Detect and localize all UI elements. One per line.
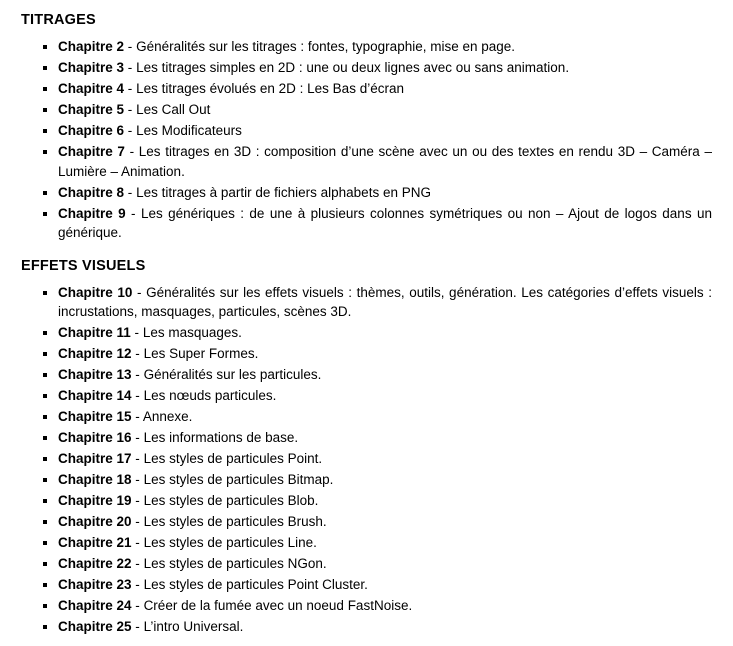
separator: - <box>135 577 140 592</box>
chapter-list-effets-visuels <box>21 283 712 637</box>
bullet-square-icon <box>43 394 47 398</box>
separator: - <box>135 598 140 613</box>
chapter-label: Chapitre 8 <box>58 184 125 200</box>
chapter-list-titrages <box>21 37 712 243</box>
chapter-label: Chapitre 15 <box>58 409 132 424</box>
toc-item-chapitre-6 <box>21 121 712 141</box>
separator: - <box>135 535 140 550</box>
separator: - <box>135 451 140 466</box>
bullet-square-icon <box>43 436 47 440</box>
chapter-description: Annexe. <box>142 409 193 424</box>
toc-item-chapitre-22 <box>21 554 712 574</box>
toc-item-chapitre-20 <box>21 512 712 532</box>
chapter-label: Chapitre 16 <box>58 430 132 445</box>
bullet-square-icon <box>43 373 47 377</box>
separator: - <box>135 388 140 403</box>
chapter-label: Chapitre 12 <box>58 346 132 361</box>
toc-item-chapitre-11 <box>21 323 712 343</box>
chapter-description: Les styles de particules Brush. <box>143 514 327 529</box>
chapter-label: Chapitre 9 <box>58 205 126 221</box>
section-effets-visuels <box>21 258 712 637</box>
toc-item-chapitre-7 <box>21 142 712 181</box>
toc-item-chapitre-8 <box>21 183 712 203</box>
bullet-square-icon <box>43 478 47 482</box>
bullet-square-icon <box>43 87 47 91</box>
chapter-label: Chapitre 7 <box>58 144 125 159</box>
bullet-square-icon <box>43 129 47 133</box>
separator: - <box>127 60 133 75</box>
separator: - <box>135 430 140 445</box>
separator: - <box>137 284 142 300</box>
chapter-label: Chapitre 24 <box>58 598 132 613</box>
section-title-effets-visuels: EFFETS VISUELS <box>21 257 146 274</box>
toc-item-chapitre-17 <box>21 449 712 469</box>
chapter-description: Les styles de particules Point. <box>143 451 323 466</box>
chapter-description: Les informations de base. <box>143 430 299 445</box>
section-title-titrages: TITRAGES <box>21 12 96 28</box>
bullet-square-icon <box>43 191 47 195</box>
toc-item-chapitre-5 <box>21 100 712 120</box>
separator: - <box>135 619 140 634</box>
toc-item-chapitre-4 <box>21 79 712 99</box>
bullet-square-icon <box>43 415 47 419</box>
separator: - <box>127 184 133 200</box>
toc-item-chapitre-18 <box>21 470 712 490</box>
toc-item-chapitre-2 <box>21 37 712 57</box>
toc-item-chapitre-9 <box>21 204 712 243</box>
chapter-label: Chapitre 19 <box>58 493 132 508</box>
chapter-description: Les styles de particules NGon. <box>143 556 327 571</box>
chapter-description: Les styles de particules Bitmap. <box>143 472 334 487</box>
chapter-description: Les titrages évolués en 2D : Les Bas d’écran <box>136 81 404 96</box>
separator: - <box>135 493 140 508</box>
toc-item-chapitre-19 <box>21 491 712 511</box>
chapter-description: Créer de la fumée avec un noeud FastNoise. <box>143 598 413 613</box>
bullet-square-icon <box>43 212 47 216</box>
chapter-description: Les nœuds particules. <box>143 388 277 403</box>
chapter-label: Chapitre 4 <box>58 81 125 96</box>
toc-item-chapitre-13 <box>21 365 712 385</box>
separator: - <box>135 367 140 382</box>
chapter-label: Chapitre 21 <box>58 535 132 550</box>
bullet-square-icon <box>43 108 47 112</box>
chapter-label: Chapitre 13 <box>58 367 132 382</box>
separator: - <box>127 102 133 117</box>
chapter-description: Les titrages à partir de fichiers alphabets en PNG <box>136 184 431 200</box>
bullet-square-icon <box>43 150 47 154</box>
separator: - <box>127 39 133 54</box>
separator: - <box>129 144 135 159</box>
separator: - <box>135 409 140 424</box>
chapter-label: Chapitre 25 <box>58 619 132 634</box>
chapter-label: Chapitre 20 <box>58 514 132 529</box>
toc-item-chapitre-23 <box>21 575 712 595</box>
bullet-square-icon <box>43 66 47 70</box>
separator: - <box>134 325 140 340</box>
bullet-square-icon <box>43 541 47 545</box>
chapter-description: Les Call Out <box>136 102 211 117</box>
chapter-label: Chapitre 5 <box>58 102 125 117</box>
bullet-square-icon <box>43 520 47 524</box>
chapter-label: Chapitre 3 <box>58 60 125 75</box>
section-titrages <box>21 12 712 243</box>
toc-item-chapitre-15 <box>21 407 712 427</box>
chapter-description: Les Super Formes. <box>143 346 259 361</box>
chapter-description: Les titrages simples en 2D : une ou deux lignes avec ou sans animation. <box>136 60 570 75</box>
toc-item-chapitre-12 <box>21 344 712 364</box>
toc-item-chapitre-21 <box>21 533 712 553</box>
separator: - <box>135 472 140 487</box>
chapter-label: Chapitre 14 <box>58 388 132 403</box>
chapter-description: Les styles de particules Blob. <box>143 493 319 508</box>
chapter-description: Les masquages. <box>142 325 242 340</box>
chapter-label: Chapitre 2 <box>58 39 125 54</box>
chapter-description: Les titrages en 3D : composition d’une scène avec un ou des textes en rendu 3D – Caméra – Lumière – Animation. <box>58 144 712 179</box>
bullet-square-icon <box>43 625 47 629</box>
chapter-label: Chapitre 18 <box>58 472 132 487</box>
separator: - <box>135 556 140 571</box>
separator: - <box>127 123 133 138</box>
chapter-label: Chapitre 6 <box>58 123 125 138</box>
chapter-label: Chapitre 23 <box>58 577 132 592</box>
toc-item-chapitre-24 <box>21 596 712 616</box>
chapter-description: Les Modificateurs <box>136 123 242 138</box>
toc-item-chapitre-10 <box>21 283 712 322</box>
chapter-label: Chapitre 10 <box>58 284 133 300</box>
bullet-square-icon <box>43 45 47 49</box>
chapter-description: Les styles de particules Point Cluster. <box>143 577 368 592</box>
chapter-description: Les styles de particules Line. <box>143 535 317 550</box>
separator: - <box>135 346 140 361</box>
bullet-square-icon <box>43 457 47 461</box>
chapter-label: Chapitre 22 <box>58 556 132 571</box>
separator: - <box>127 81 133 96</box>
bullet-square-icon <box>43 583 47 587</box>
separator: - <box>135 514 140 529</box>
chapter-description: Les génériques : de une à plusieurs colonnes symétriques ou non – Ajout de logos dans un générique. <box>58 205 712 240</box>
chapter-description: Généralités sur les titrages : fontes, typographie, mise en page. <box>136 39 516 54</box>
toc-item-chapitre-16 <box>21 428 712 448</box>
chapter-label: Chapitre 11 <box>58 325 131 340</box>
bullet-square-icon <box>43 331 47 335</box>
chapter-description: L’intro Universal. <box>143 619 244 634</box>
separator: - <box>131 205 136 221</box>
bullet-square-icon <box>43 352 47 356</box>
chapter-label: Chapitre 17 <box>58 451 132 466</box>
chapter-description: Généralités sur les effets visuels : thèmes, outils, génération. Les catégories d’effets visuels : incrustations, masquages, particules, scènes 3D. <box>58 284 712 319</box>
chapter-description: Généralités sur les particules. <box>143 367 322 382</box>
toc-item-chapitre-25 <box>21 617 712 637</box>
bullet-square-icon <box>43 562 47 566</box>
bullet-square-icon <box>43 291 47 295</box>
bullet-square-icon <box>43 499 47 503</box>
toc-item-chapitre-3 <box>21 58 712 78</box>
toc-item-chapitre-14 <box>21 386 712 406</box>
bullet-square-icon <box>43 604 47 608</box>
